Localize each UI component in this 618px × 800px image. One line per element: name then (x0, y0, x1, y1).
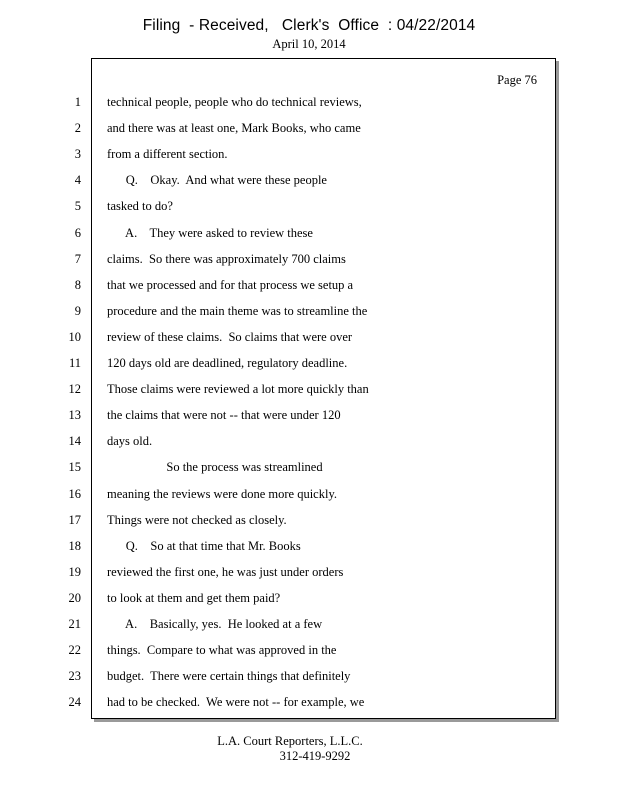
deposition-date: April 10, 2014 (272, 37, 346, 51)
line-number: 7 (74, 252, 81, 266)
line-text: claims. So there was approximately 700 claims (107, 252, 346, 266)
filing-stamp: Filing - Received, Clerk's Office : 04/22/2014 (142, 17, 476, 34)
line-number: 21 (68, 617, 81, 631)
line-number: 3 (74, 147, 81, 161)
line-number: 15 (68, 460, 81, 474)
line-text: procedure and the main theme was to streamline the (107, 304, 368, 318)
line-text: 120 days old are deadlined, regulatory deadline. (107, 356, 348, 370)
line-number: 11 (68, 356, 81, 370)
line-text: that we processed and for that process we setup a (107, 278, 354, 292)
page-number: Page 76 (497, 73, 537, 87)
line-text: meaning the reviews were done more quickly. (107, 487, 338, 501)
line-text: reviewed the first one, he was just under orders (107, 565, 344, 579)
line-text: review of these claims. So claims that were over (107, 330, 353, 344)
line-text: things. Compare to what was approved in the (107, 643, 337, 657)
reporter-company: L.A. Court Reporters, L.L.C. (217, 734, 363, 748)
line-text: budget. There were certain things that definitely (107, 669, 351, 683)
line-text: Q. Okay. And what were these people (107, 173, 327, 187)
line-text: from a different section. (107, 147, 228, 161)
line-number: 22 (68, 643, 81, 657)
line-text: So the process was streamlined (107, 460, 323, 474)
line-text: and there was at least one, Mark Books, who came (107, 121, 361, 135)
line-number: 9 (74, 304, 81, 318)
line-text: to look at them and get them paid? (107, 591, 281, 605)
line-number: 2 (74, 121, 81, 135)
line-number: 18 (68, 539, 81, 553)
line-text: technical people, people who do technical reviews, (107, 95, 362, 109)
line-text: Those claims were reviewed a lot more quickly than (107, 382, 369, 396)
line-number: 16 (68, 487, 81, 501)
line-number: 13 (68, 408, 81, 422)
line-number: 6 (74, 226, 81, 240)
line-number: 20 (68, 591, 81, 605)
line-text: A. They were asked to review these (107, 226, 313, 240)
line-number: 14 (68, 434, 81, 448)
line-text: A. Basically, yes. He looked at a few (107, 617, 323, 631)
reporter-phone: 312-419-9292 (279, 749, 351, 763)
line-number: 23 (68, 669, 81, 683)
line-number: 5 (74, 199, 81, 213)
line-text: Things were not checked as closely. (107, 513, 287, 527)
line-number: 12 (68, 382, 81, 396)
line-text: tasked to do? (107, 199, 173, 213)
line-number: 1 (74, 95, 81, 109)
line-text: had to be checked. We were not -- for example, we (107, 695, 365, 709)
line-text: the claims that were not -- that were under 120 (107, 408, 341, 422)
line-number: 4 (74, 173, 81, 187)
line-number: 10 (68, 330, 81, 344)
line-number: 19 (68, 565, 81, 579)
line-text: Q. So at that time that Mr. Books (107, 539, 301, 553)
line-number: 24 (68, 695, 81, 709)
line-number: 17 (68, 513, 81, 527)
line-text: days old. (107, 434, 153, 448)
line-number: 8 (74, 278, 81, 292)
